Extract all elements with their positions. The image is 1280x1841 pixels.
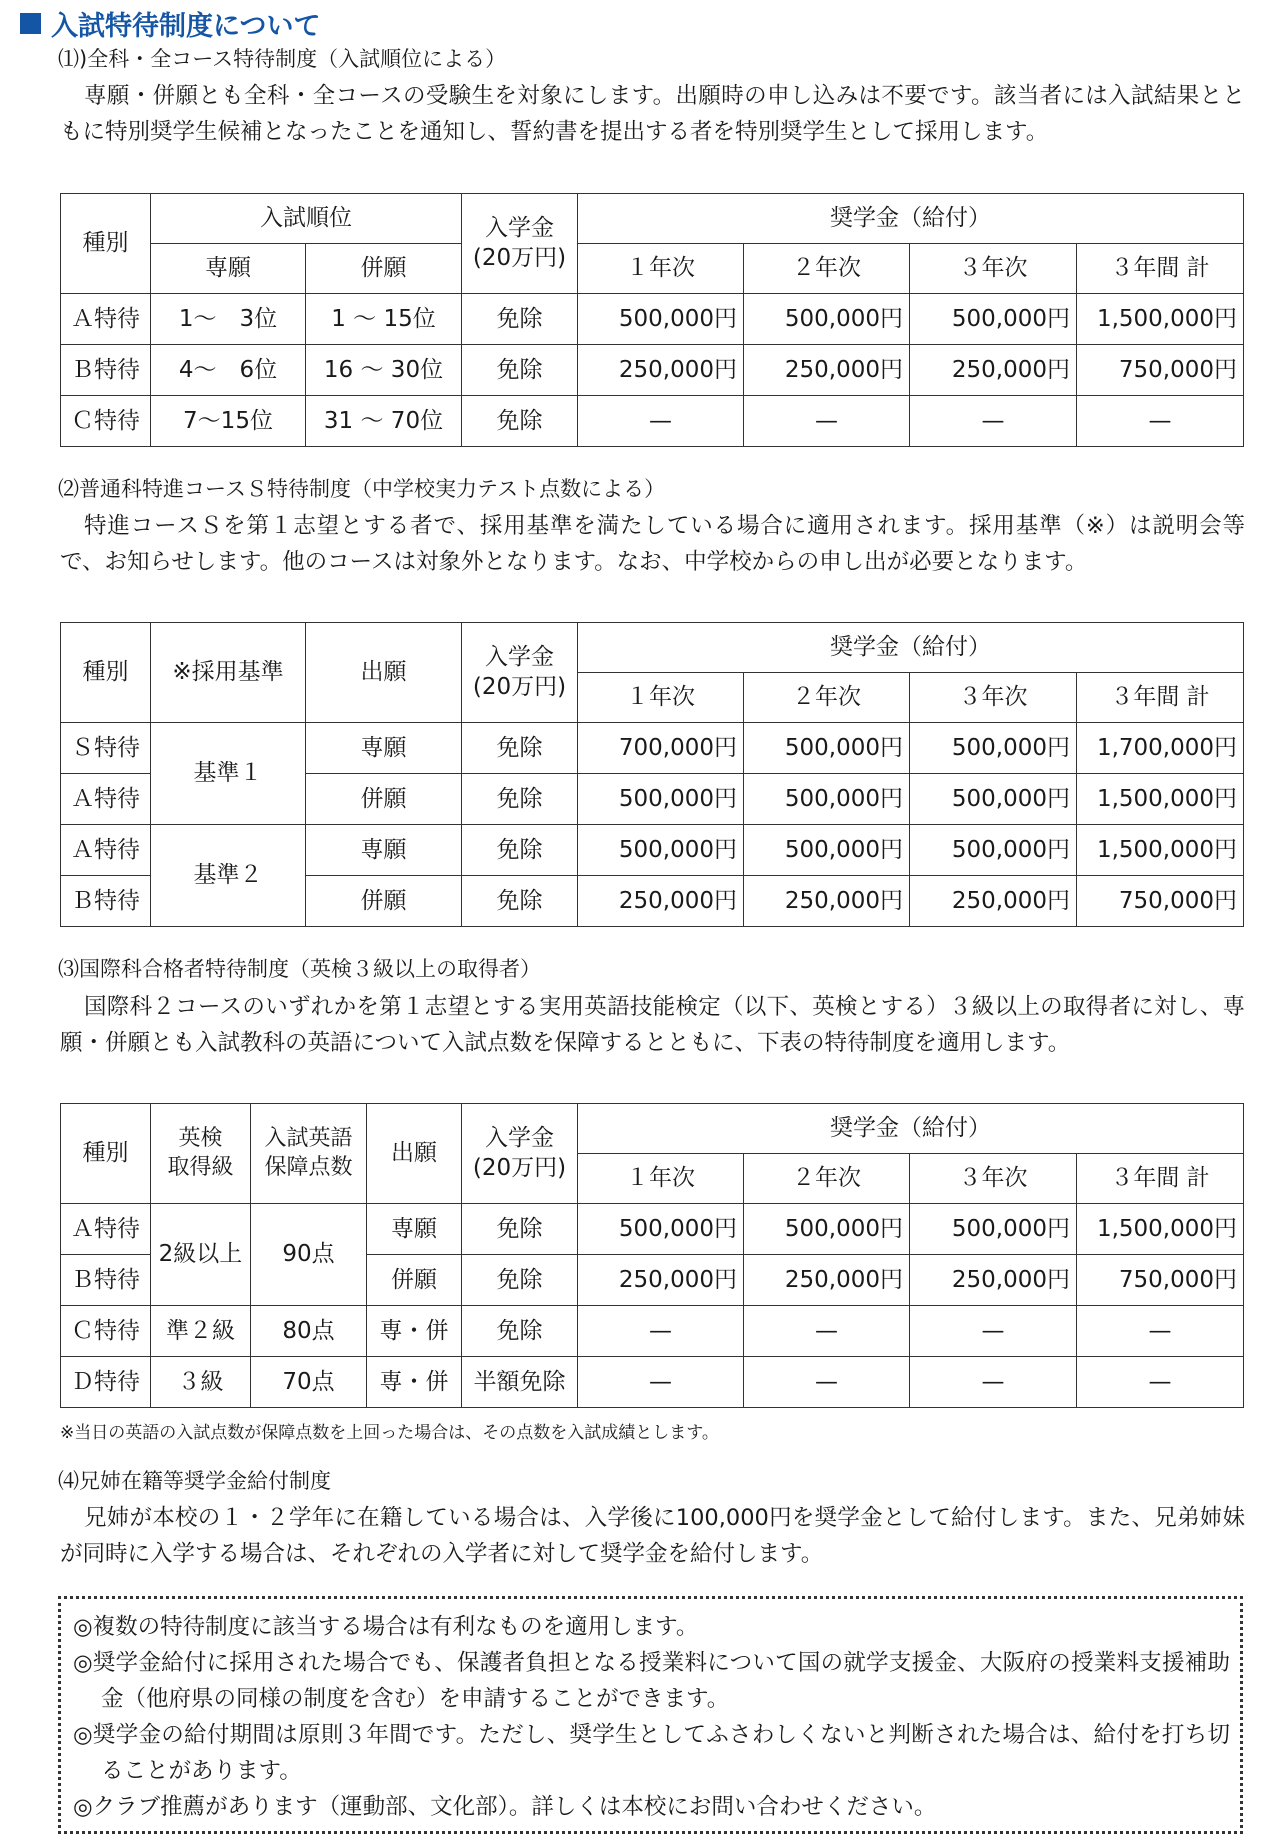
cell-senkan-rank: 7〜15位	[151, 396, 306, 447]
table-rank-scholarship	[60, 193, 1244, 447]
section-3-text: 国際科２コースのいずれかを第１志望とする実用英語技能検定（以下、英検とする）３級以上の取得者に対し、専願・併願とも入試教科の英語について入試点数を保障するとともに、下表の特待制度を適用します。	[60, 994, 1245, 1056]
cell-apply: 専・併	[367, 1306, 462, 1357]
cell-fee: 免除	[462, 825, 578, 876]
section-4-heading: ⑷兄姉在籍等奨学金給付制度	[58, 1469, 331, 1493]
table3-footnote: ※当日の英語の入試点数が保障点数を上回った場合は、その点数を入試成績とします。	[60, 1423, 719, 1443]
header-criteria: ※採用基準	[151, 623, 306, 723]
header-year2: ２年次	[744, 673, 910, 723]
cell-year3: 250,000円	[910, 876, 1077, 927]
cell-year3: —	[910, 396, 1077, 447]
header-type: 種別	[61, 194, 151, 294]
header-apply: 出願	[367, 1104, 462, 1204]
cell-year3: —	[910, 1306, 1077, 1357]
cell-heigan-rank: 31 〜 70位	[306, 396, 462, 447]
notes-box	[58, 1596, 1243, 1834]
cell-senkan-rank: 1〜 3位	[151, 294, 306, 345]
cell-eiken: 準２級	[151, 1306, 251, 1357]
header-year2: ２年次	[744, 1154, 910, 1204]
cell-fee: 免除	[462, 774, 578, 825]
cell-apply: 専願	[306, 723, 462, 774]
cell-apply: 併願	[306, 774, 462, 825]
cell-type: Ｂ特待	[61, 876, 151, 927]
cell-year1: —	[578, 1357, 744, 1408]
header-scholarship: 奨学金（給付）	[578, 1104, 1244, 1154]
section-1-heading: ⑴)全科・全コース特待制度（入試順位による）	[58, 47, 507, 71]
cell-type: Ｓ特待	[61, 723, 151, 774]
header-year1: １年次	[578, 1154, 744, 1204]
cell-heigan-rank: 1 〜 15位	[306, 294, 462, 345]
section-2-heading: ⑵普通科特進コースＳ特待制度（中学校実力テスト点数による）	[58, 477, 666, 501]
cell-type: Ｂ特待	[61, 345, 151, 396]
header-fee: 入学金 (20万円)	[462, 1104, 578, 1204]
table-row	[61, 723, 1244, 774]
cell-year1: 500,000円	[578, 294, 744, 345]
cell-total: —	[1077, 1306, 1244, 1357]
cell-total: 1,500,000円	[1077, 825, 1244, 876]
section-1-text: 専願・併願とも全科・全コースの受験生を対象にします。出願時の申し込みは不要です。該当者には入試結果とともに特別奨学生候補となったことを通知し、誓約書を提出する者を特別奨学生として採用します。	[60, 83, 1245, 145]
section-3-heading: ⑶国際科合格者特待制度（英検３級以上の取得者）	[58, 957, 541, 981]
cell-apply: 併願	[306, 876, 462, 927]
cell-year2: 250,000円	[744, 1255, 910, 1306]
cell-year3: —	[910, 1357, 1077, 1408]
cell-year2: 500,000円	[744, 294, 910, 345]
cell-apply: 併願	[367, 1255, 462, 1306]
header-senkan: 専願	[151, 244, 306, 294]
header-type: 種別	[61, 623, 151, 723]
cell-type: Ｄ特待	[61, 1357, 151, 1408]
header-total: ３年間 計	[1077, 1154, 1244, 1204]
header-rank: 入試順位	[151, 194, 462, 244]
cell-type: Ａ特待	[61, 294, 151, 345]
table-row	[61, 345, 1244, 396]
header-year1: １年次	[578, 244, 744, 294]
cell-fee: 免除	[462, 723, 578, 774]
header-type: 種別	[61, 1104, 151, 1204]
cell-year1: 250,000円	[578, 345, 744, 396]
header-scholarship: 奨学金（給付）	[578, 194, 1244, 244]
header-scholarship: 奨学金（給付）	[578, 623, 1244, 673]
table-row	[61, 396, 1244, 447]
cell-type: Ｂ特待	[61, 1255, 151, 1306]
cell-fee: 免除	[462, 396, 578, 447]
section-4-text: 兄姉が本校の１・２学年に在籍している場合は、入学後に100,000円を奨学金として給付します。また、兄弟姉妹が同時に入学する場合は、それぞれの入学者に対して奨学金を給付します。	[60, 1505, 1245, 1567]
header-apply: 出願	[306, 623, 462, 723]
page-title	[20, 4, 320, 43]
cell-year2: 500,000円	[744, 723, 910, 774]
header-year1: １年次	[578, 673, 744, 723]
note-item: ◎クラブ推薦があります（運動部、文化部）。詳しくは本校にお問い合わせください。	[73, 1794, 937, 1820]
cell-score: 90点	[251, 1204, 367, 1306]
cell-fee: 免除	[462, 294, 578, 345]
cell-apply: 専・併	[367, 1357, 462, 1408]
cell-eiken: 2級以上	[151, 1204, 251, 1306]
cell-criteria: 基準１	[151, 723, 306, 825]
cell-year3: 500,000円	[910, 723, 1077, 774]
cell-fee: 免除	[462, 345, 578, 396]
cell-year1: 250,000円	[578, 876, 744, 927]
cell-criteria: 基準２	[151, 825, 306, 927]
cell-total: 750,000円	[1077, 1255, 1244, 1306]
cell-type: Ｃ特待	[61, 396, 151, 447]
header-year3: ３年次	[910, 1154, 1077, 1204]
cell-year2: —	[744, 1357, 910, 1408]
cell-score: 80点	[251, 1306, 367, 1357]
section-2-text: 特進コースＳを第１志望とする者で、採用基準を満たしている場合に適用されます。採用基準（※）は説明会等で、お知らせします。他のコースは対象外となります。なお、中学校からの申し出が必要となります。	[60, 513, 1245, 575]
cell-year2: 500,000円	[744, 1204, 910, 1255]
header-score: 入試英語 保障点数	[251, 1104, 367, 1204]
cell-type: Ａ特待	[61, 825, 151, 876]
cell-year1: 500,000円	[578, 825, 744, 876]
header-year2: ２年次	[744, 244, 910, 294]
cell-year2: 250,000円	[744, 345, 910, 396]
cell-year3: 500,000円	[910, 825, 1077, 876]
table-tokushin-scholarship	[60, 622, 1244, 927]
note-item: ◎奨学金の給付期間は原則３年間です。ただし、奨学生としてふさわしくないと判断された場合は、給付を打ち切ることがあります。	[73, 1722, 1230, 1784]
cell-year1: 700,000円	[578, 723, 744, 774]
cell-senkan-rank: 4〜 6位	[151, 345, 306, 396]
cell-total: 1,500,000円	[1077, 294, 1244, 345]
header-fee: 入学金 (20万円)	[462, 623, 578, 723]
cell-fee: 免除	[462, 876, 578, 927]
cell-total: —	[1077, 396, 1244, 447]
cell-year2: —	[744, 1306, 910, 1357]
cell-year2: 250,000円	[744, 876, 910, 927]
cell-total: 750,000円	[1077, 345, 1244, 396]
note-item: ◎複数の特待制度に該当する場合は有利なものを適用します。	[73, 1614, 699, 1640]
header-fee: 入学金 (20万円)	[462, 194, 578, 294]
header-total: ３年間 計	[1077, 673, 1244, 723]
cell-year1: —	[578, 1306, 744, 1357]
cell-total: 750,000円	[1077, 876, 1244, 927]
cell-type: Ａ特待	[61, 1204, 151, 1255]
cell-year3: 500,000円	[910, 1204, 1077, 1255]
cell-type: Ａ特待	[61, 774, 151, 825]
cell-year3: 500,000円	[910, 774, 1077, 825]
cell-fee: 免除	[462, 1255, 578, 1306]
cell-fee: 免除	[462, 1204, 578, 1255]
cell-year3: 250,000円	[910, 1255, 1077, 1306]
cell-year1: —	[578, 396, 744, 447]
cell-year2: 500,000円	[744, 825, 910, 876]
cell-year2: —	[744, 396, 910, 447]
table-row	[61, 1357, 1244, 1408]
cell-year2: 500,000円	[744, 774, 910, 825]
header-total: ３年間 計	[1077, 244, 1244, 294]
header-year3: ３年次	[910, 673, 1077, 723]
cell-fee: 半額免除	[462, 1357, 578, 1408]
cell-total: 1,700,000円	[1077, 723, 1244, 774]
cell-type: Ｃ特待	[61, 1306, 151, 1357]
table-kokusai-scholarship	[60, 1103, 1244, 1408]
table-row	[61, 1306, 1244, 1357]
table-row	[61, 294, 1244, 345]
cell-apply: 専願	[367, 1204, 462, 1255]
table-row	[61, 1204, 1244, 1255]
cell-eiken: ３級	[151, 1357, 251, 1408]
page-title-text: 入試特待制度について	[51, 11, 321, 42]
cell-total: 1,500,000円	[1077, 1204, 1244, 1255]
table-row	[61, 825, 1244, 876]
header-year3: ３年次	[910, 244, 1077, 294]
square-bullet-icon	[20, 13, 41, 34]
cell-score: 70点	[251, 1357, 367, 1408]
cell-apply: 専願	[306, 825, 462, 876]
cell-year1: 500,000円	[578, 1204, 744, 1255]
header-heigan: 併願	[306, 244, 462, 294]
cell-heigan-rank: 16 〜 30位	[306, 345, 462, 396]
cell-year3: 250,000円	[910, 345, 1077, 396]
note-item: ◎奨学金給付に採用された場合でも、保護者負担となる授業料について国の就学支援金、大阪府の授業料支援補助金（他府県の同様の制度を含む）を申請することができます。	[73, 1650, 1230, 1712]
cell-total: —	[1077, 1357, 1244, 1408]
cell-year1: 500,000円	[578, 774, 744, 825]
cell-total: 1,500,000円	[1077, 774, 1244, 825]
cell-year3: 500,000円	[910, 294, 1077, 345]
header-eiken: 英検 取得級	[151, 1104, 251, 1204]
cell-year1: 250,000円	[578, 1255, 744, 1306]
cell-fee: 免除	[462, 1306, 578, 1357]
